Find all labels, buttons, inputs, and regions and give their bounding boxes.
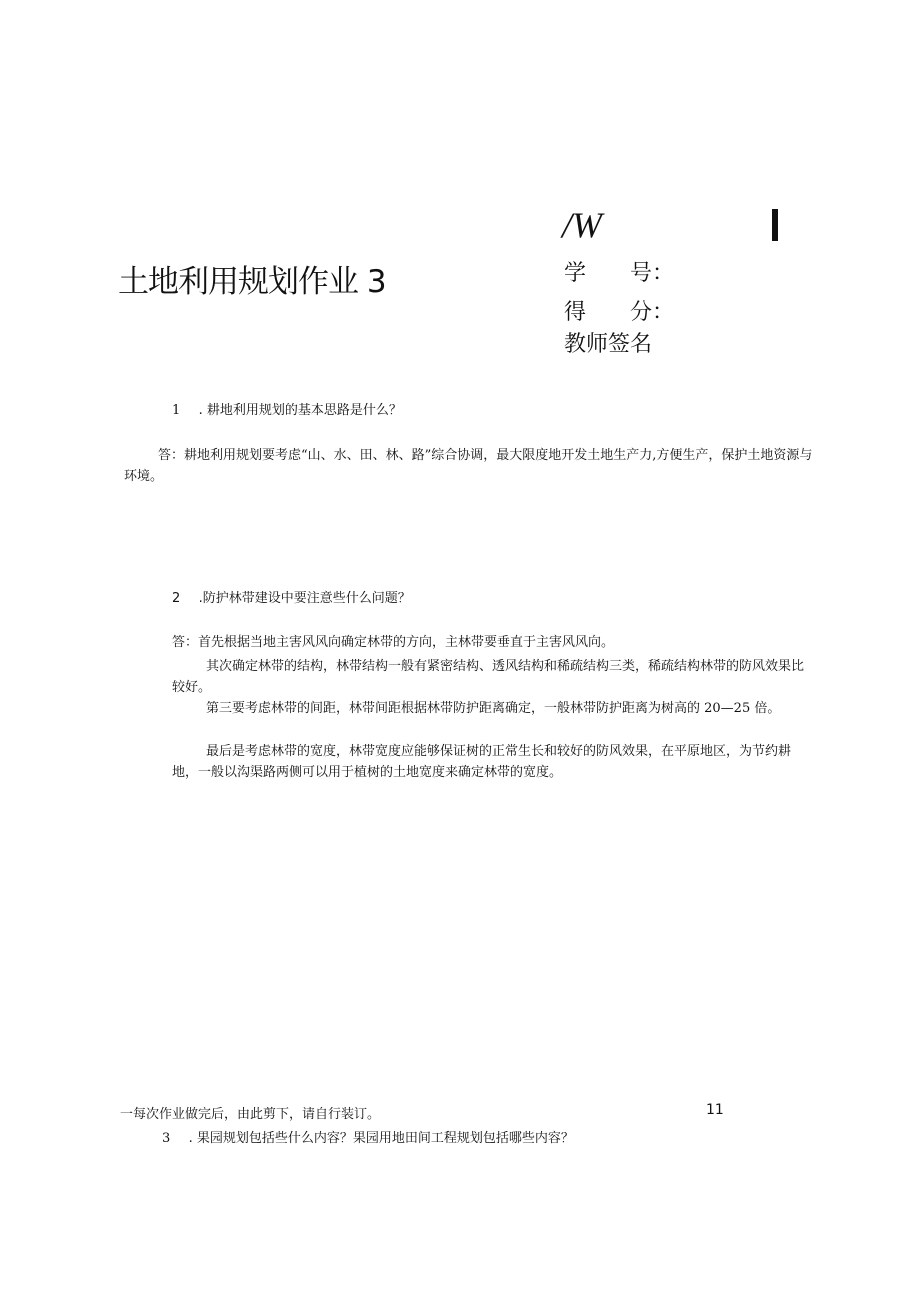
question-2 bbox=[172, 587, 411, 606]
question-1 bbox=[172, 399, 402, 418]
name-label: /W bbox=[562, 205, 602, 245]
answer-2-paragraph-3: 第三要考虑林带的间距，林带间距根据林带防护距离确定，一般林带防护距离为树高的 20—25 倍。 bbox=[206, 701, 781, 716]
question-number: 3 bbox=[162, 1131, 171, 1146]
question-3 bbox=[162, 1127, 574, 1146]
page-number: 11 bbox=[706, 1102, 724, 1118]
question-number: 1 bbox=[172, 403, 181, 418]
answer-2-paragraph-2: 其次确定林带的结构，林带结构一般有紧密结构、透风结构和稀疏结构三类，稀疏结构林带的防风效果比较好。 bbox=[172, 659, 805, 695]
teacher-sign-label: 教师签名 bbox=[564, 332, 653, 357]
name-field-line bbox=[772, 209, 778, 241]
answer-1-paragraph: 答：耕地利用规划要考虑“山、水、田、林、路”综合协调，最大限度地开发土地生产力,方便生产，保护土地资源与环境。 bbox=[124, 448, 813, 484]
question-number: 2 bbox=[172, 591, 181, 606]
cut-instruction: 一每次作业做完后，由此剪下，请自行装订。 bbox=[120, 1107, 381, 1122]
question-text: . 果园规划包括些什么内容？果园用地田间工程规划包括哪些内容？ bbox=[188, 1131, 574, 1146]
answer-2-paragraph-1: 答：首先根据当地主害风风向确定林带的方向，主林带要垂直于主害风风向。 bbox=[172, 635, 615, 650]
answer-2-paragraph-4: 最后是考虑林带的宽度，林带宽度应能够保证树的正常生长和较好的防风效果，在平原地区，为节约耕地，一般以沟渠路两侧可以用于植树的土地宽度来确定林带的宽度。 bbox=[172, 744, 792, 780]
question-text: .防护林带建设中要注意些什么问题？ bbox=[198, 591, 411, 606]
page-title: 土地利用规划作业 3 bbox=[118, 264, 386, 300]
score-label: 得 分： bbox=[564, 300, 675, 325]
question-text: . 耕地利用规划的基本思路是什么？ bbox=[198, 403, 402, 418]
student-id-label: 学 号： bbox=[564, 261, 675, 286]
